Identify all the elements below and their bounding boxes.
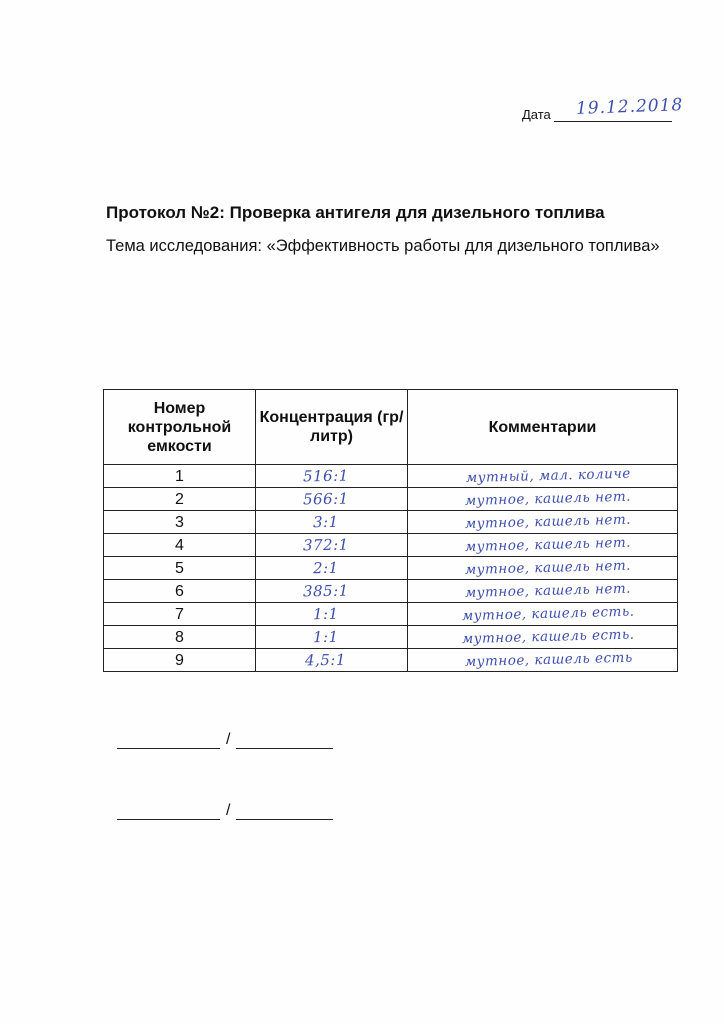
row-comment [408, 534, 678, 557]
row-number: 7 [104, 603, 256, 626]
handwritten-comment: мутное, кашель нет. [465, 580, 632, 602]
row-concentration [256, 603, 408, 626]
handwritten-concentration: 3:1 [312, 512, 339, 531]
signature-line-2 [117, 801, 333, 820]
row-number: 3 [104, 511, 256, 534]
document-subtitle: Тема исследования: «Эффективность работы для дизельного топлива» [106, 237, 660, 255]
row-number: 5 [104, 557, 256, 580]
handwritten-comment: мутное, кашель нет. [465, 511, 632, 533]
row-concentration [256, 649, 408, 672]
handwritten-concentration: 2:1 [312, 558, 339, 577]
row-comment [408, 649, 678, 672]
row-comment [408, 557, 678, 580]
row-comment [408, 626, 678, 649]
row-concentration [256, 557, 408, 580]
row-number: 8 [104, 626, 256, 649]
date-line [554, 95, 684, 122]
table-row [104, 511, 678, 534]
signature-blank [117, 801, 220, 820]
handwritten-concentration: 566:1 [302, 489, 349, 508]
date-value: 19.12.2018 [575, 95, 684, 119]
row-number: 2 [104, 488, 256, 511]
handwritten-comment: мутное, кашель нет. [465, 534, 632, 556]
row-comment [408, 580, 678, 603]
table-row [104, 649, 678, 672]
signature-blank [117, 730, 220, 749]
handwritten-concentration: 1:1 [312, 627, 339, 646]
table-row [104, 488, 678, 511]
handwritten-concentration: 385:1 [302, 581, 349, 600]
signature-line-1 [117, 730, 333, 749]
table-row [104, 580, 678, 603]
date-field [522, 95, 684, 122]
row-number: 1 [104, 465, 256, 488]
row-concentration [256, 580, 408, 603]
table-row [104, 465, 678, 488]
row-concentration [256, 488, 408, 511]
row-concentration [256, 511, 408, 534]
table-row [104, 626, 678, 649]
signature-separator: / [226, 802, 231, 819]
handwritten-comment: мутный, мал. количе [465, 465, 632, 486]
handwritten-comment: мутное, кашель нет. [465, 488, 632, 510]
row-concentration [256, 534, 408, 557]
row-comment [408, 488, 678, 511]
signature-separator: / [226, 731, 231, 748]
protocol-table [103, 389, 678, 672]
table-row [104, 603, 678, 626]
row-number: 9 [104, 649, 256, 672]
row-number: 6 [104, 580, 256, 603]
row-concentration [256, 465, 408, 488]
row-number: 4 [104, 534, 256, 557]
handwritten-comment: мутное, кашель есть. [462, 603, 635, 625]
row-comment [408, 511, 678, 534]
header-number: Номер контрольной емкости [104, 390, 256, 465]
date-label: Дата [522, 107, 551, 122]
table-row [104, 534, 678, 557]
row-comment [408, 465, 678, 488]
name-blank [236, 730, 333, 749]
table-row [104, 557, 678, 580]
handwritten-concentration: 1:1 [312, 604, 339, 623]
handwritten-comment: мутное, кашель есть [464, 649, 633, 671]
header-comments: Комментарии [408, 390, 678, 465]
name-blank [236, 801, 333, 820]
row-concentration [256, 626, 408, 649]
table-header-row [104, 390, 678, 465]
row-comment [408, 603, 678, 626]
handwritten-comment: мутное, кашель есть. [462, 626, 635, 648]
handwritten-comment: мутное, кашель нет. [465, 557, 632, 579]
header-concentration: Концентрация (гр/литр) [256, 390, 408, 465]
document-title: Протокол №2: Проверка антигеля для дизельного топлива [106, 203, 605, 222]
handwritten-concentration: 372:1 [302, 535, 349, 554]
handwritten-concentration: 516:1 [302, 466, 349, 485]
handwritten-concentration: 4,5:1 [304, 650, 347, 669]
